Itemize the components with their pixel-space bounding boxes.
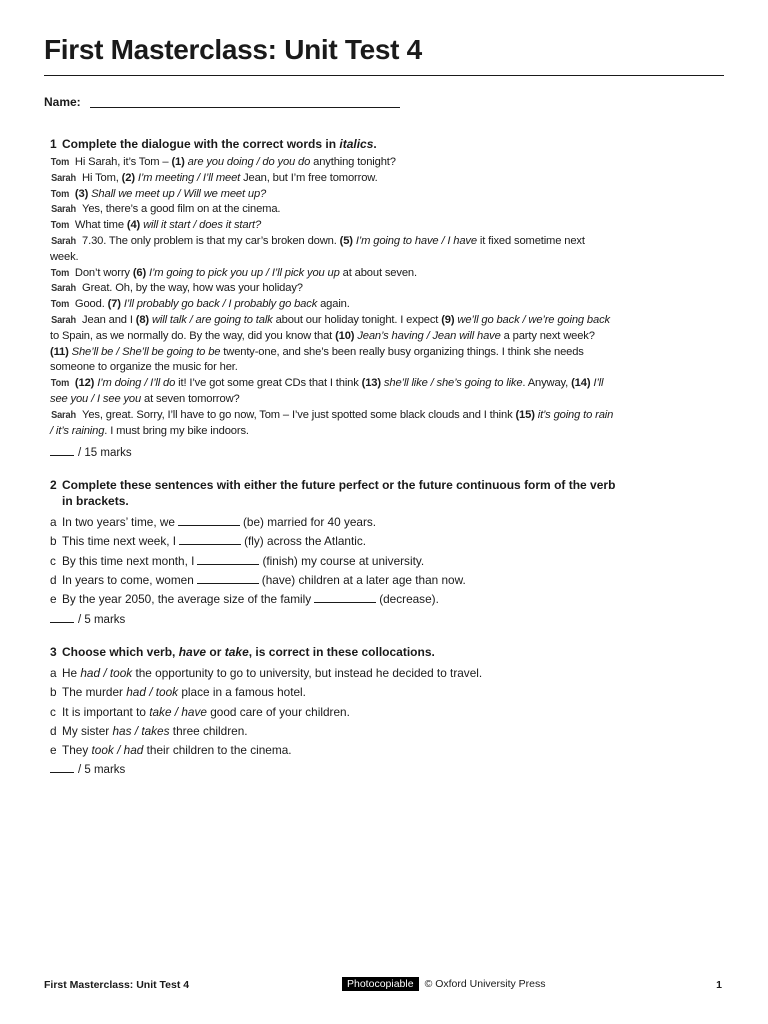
exercise-item (50, 571, 616, 590)
footer-title: First Masterclass: Unit Test 4 (44, 979, 190, 991)
text-run: Good. (74, 298, 108, 311)
text-run: Hi Tom, (82, 171, 122, 184)
option-choice[interactable]: Shall we meet up / Will we meet up? (91, 187, 267, 200)
option-choice[interactable]: we’ll go back / we’re going back (457, 313, 610, 326)
heading-text: Choose which verb, (62, 645, 179, 659)
marks-blank[interactable] (50, 771, 74, 773)
item-letter: c (50, 553, 56, 568)
gap-number: (2) (121, 171, 135, 184)
section-3 (44, 644, 616, 776)
section-1 (44, 136, 616, 459)
heading-emphasis: italics (339, 137, 374, 151)
text-run: They (62, 743, 92, 758)
section-2-marks (44, 614, 616, 626)
option-choice[interactable]: She’ll be / She’ll be going to be (71, 345, 221, 358)
dialogue-line (50, 187, 616, 203)
section-1-heading (44, 136, 616, 152)
marks-label: / 5 marks (78, 614, 126, 627)
section-number: 2 (50, 478, 57, 492)
publisher-label: © Oxford University Press (424, 978, 546, 990)
marks-blank[interactable] (50, 621, 74, 623)
section-3-items (44, 664, 616, 760)
answer-blank[interactable] (179, 543, 241, 545)
gap-number: (10) (335, 329, 355, 342)
text-run: Don’t worry (74, 266, 133, 279)
item-letter: e (50, 743, 57, 758)
text-run: the opportunity to go to university, but instead he decided to travel. (132, 666, 483, 680)
text-run: again. (317, 298, 350, 311)
item-letter: a (50, 515, 57, 529)
speaker-name: Sarah (51, 172, 76, 184)
text-run: In two years’ time, we (62, 515, 175, 529)
section-number: 3 (50, 645, 57, 659)
exercise-item (50, 683, 616, 702)
item-letter: a (50, 666, 57, 680)
text-run: anything tonight? (310, 156, 396, 168)
heading-end: . (373, 137, 377, 151)
text-run: place in a famous hotel. (178, 685, 306, 700)
section-3-heading (44, 644, 616, 660)
text-run: twenty-one, and she’s been really busy organizing things. I think she needs someone to organize the music for her. (50, 345, 584, 374)
text-run: about our holiday tonight. I expect (272, 313, 442, 326)
option-choice[interactable]: I’m going to have / I have (355, 234, 477, 247)
text-run: Yes, great. Sorry, I’ll have to go now, Tom – I’ve just spotted some black clouds and I think (82, 408, 516, 421)
option-choice[interactable]: will talk / are going to talk (151, 313, 273, 326)
gap-number: (5) (339, 234, 353, 247)
page-title: First Masterclass: Unit Test 4 (44, 34, 422, 65)
answer-blank[interactable] (197, 582, 259, 584)
text-run: He (62, 666, 81, 680)
section-3-marks (44, 764, 616, 776)
heading-emphasis: take (224, 645, 249, 659)
item-letter: c (50, 704, 56, 719)
exercise-item (50, 513, 616, 532)
dialogue-line (50, 202, 616, 218)
option-choice[interactable]: she’ll like / she’s going to like (383, 377, 523, 390)
speaker-name: Tom (50, 220, 70, 232)
option-choice[interactable]: I’m meeting / I’ll meet (137, 171, 241, 184)
marks-label: / 5 marks (78, 764, 126, 777)
dialogue-line (50, 234, 616, 266)
option-choice[interactable]: Jean’s having / Jean will have (357, 329, 501, 342)
text-run: (be) married for 40 years. (242, 515, 377, 529)
footer-publisher-block (342, 978, 546, 990)
text-run: . Anyway, (522, 377, 572, 390)
photocopiable-badge: Photocopiable (342, 977, 419, 991)
text-run: In years to come, women (62, 572, 194, 587)
gap-number: (3) (74, 187, 89, 200)
text-run: it fixed sometime next week. (50, 234, 585, 263)
text-run: (fly) across the Atlantic. (244, 534, 367, 549)
text-run: By this time next month, I (62, 553, 195, 568)
text-run: to Spain, as we normally do. By the way, did you know that (50, 329, 336, 342)
text-run: What time (74, 219, 127, 232)
text-run: their children to the cinema. (143, 743, 292, 758)
gap-number: (4) (126, 219, 141, 232)
gap-number: (8) (135, 313, 149, 326)
exercise-item (50, 552, 616, 571)
speaker-name: Sarah (51, 314, 76, 326)
name-label: Name: (44, 95, 81, 109)
dialogue-line (50, 155, 616, 171)
page-footer (44, 979, 724, 995)
text-run: it! I’ve got some great CDs that I think (175, 377, 362, 390)
text-run: . I must bring my bike indoors. (104, 424, 249, 437)
exercise-item (50, 722, 616, 741)
text-run: a party next week? (500, 329, 595, 342)
text-run: My sister (62, 723, 113, 738)
option-choice[interactable]: had / took (126, 685, 179, 700)
text-run: By the year 2050, the average size of the family (62, 592, 312, 607)
dialogue-line (50, 281, 616, 297)
dialogue-line (50, 171, 616, 187)
marks-label: / 15 marks (78, 447, 132, 460)
option-choice[interactable]: has / takes (112, 723, 170, 738)
gap-number: (15) (515, 408, 535, 421)
text-run: This time next week, I (62, 534, 177, 549)
text-run: The murder (62, 685, 127, 700)
option-choice[interactable]: will it start / does it start? (143, 219, 262, 232)
speaker-name: Sarah (51, 235, 76, 247)
speaker-name: Tom (50, 157, 70, 168)
speaker-name: Tom (50, 299, 70, 311)
title-divider (44, 75, 724, 76)
exercise-item (50, 664, 616, 683)
answer-blank[interactable] (197, 563, 259, 565)
text-run: 7.30. The only problem is that my car’s broken down. (82, 234, 340, 247)
item-letter: b (50, 685, 57, 700)
speaker-name: Sarah (51, 204, 76, 216)
option-choice[interactable]: I’ll probably go back / I probably go back (123, 298, 318, 311)
section-2-heading (44, 477, 616, 509)
exercise-item (50, 703, 616, 722)
dialogue-line (50, 376, 616, 408)
heading-text: , is correct in these collocations. (248, 645, 435, 659)
name-field-line[interactable] (90, 107, 400, 108)
text-run: Great. Oh, by the way, how was your holiday? (82, 282, 303, 295)
page-number: 1 (716, 979, 722, 991)
option-choice[interactable]: I’ll see you / I see you (50, 377, 604, 405)
item-letter: e (50, 592, 57, 607)
answer-blank[interactable] (314, 601, 376, 603)
text-run: Jean and I (82, 313, 136, 326)
text-run: at seven tomorrow? (141, 392, 240, 405)
speaker-name: Tom (50, 378, 70, 390)
heading-text: Complete the dialogue with the correct words in (62, 137, 337, 151)
gap-number: (6) (132, 266, 147, 279)
speaker-name: Tom (50, 267, 70, 279)
dialogue-line (50, 297, 616, 313)
gap-number: (9) (441, 313, 455, 326)
text-run: Jean, but I’m free tomorrow. (240, 171, 378, 184)
dialogue-line (50, 313, 616, 376)
heading-emphasis: have (178, 645, 207, 659)
option-choice[interactable]: had / took (80, 666, 133, 680)
option-choice[interactable]: it’s going to rain / it’s raining (50, 408, 614, 437)
option-choice[interactable]: are you doing / do you do (187, 156, 311, 168)
exercise-item (50, 590, 616, 609)
section-number: 1 (50, 137, 57, 151)
text-run: at about seven. (339, 266, 417, 279)
text-run: (finish) my course at university. (262, 553, 425, 568)
item-letter: b (50, 534, 57, 549)
item-letter: d (50, 723, 57, 738)
exercise-item (50, 532, 616, 551)
heading-text: Complete these sentences with either the future perfect or the future continuous form of the verb in brackets. (62, 478, 616, 508)
option-choice[interactable]: take / have (149, 704, 207, 719)
speaker-name: Sarah (51, 283, 76, 295)
text-run: It is important to (62, 704, 150, 719)
text-run: Yes, there’s a good film on at the cinema. (82, 203, 281, 216)
option-choice[interactable]: took / had (91, 743, 144, 758)
dialogue-line (50, 266, 616, 282)
dialogue (44, 155, 616, 439)
gap-number: (14) (571, 377, 591, 390)
exercise-item (50, 741, 616, 760)
section-2 (44, 477, 616, 626)
gap-number: (12) (74, 377, 95, 390)
text-run: (decrease). (379, 592, 439, 607)
answer-blank[interactable] (178, 524, 240, 526)
text-run: three children. (169, 723, 248, 738)
marks-blank[interactable] (50, 454, 74, 456)
text-run: good care of your children. (206, 704, 350, 719)
option-choice[interactable]: I’m doing / I’ll do (97, 377, 176, 390)
gap-number: (11) (50, 345, 69, 358)
speaker-name: Sarah (51, 409, 76, 421)
section-1-marks (44, 447, 616, 459)
speaker-name: Tom (50, 188, 70, 200)
text-run: (have) children at a later age than now. (261, 572, 466, 587)
gap-number: (1) (171, 156, 185, 168)
option-choice[interactable]: I’m going to pick you up / I’ll pick you up (149, 266, 340, 279)
section-2-items (44, 513, 616, 609)
gap-number: (13) (361, 377, 381, 390)
heading-text: or (206, 645, 225, 659)
gap-number: (7) (107, 298, 121, 311)
item-letter: d (50, 572, 57, 587)
dialogue-line (50, 408, 616, 440)
text-run: Hi Sarah, it’s Tom – (74, 156, 172, 168)
dialogue-line (50, 218, 616, 234)
